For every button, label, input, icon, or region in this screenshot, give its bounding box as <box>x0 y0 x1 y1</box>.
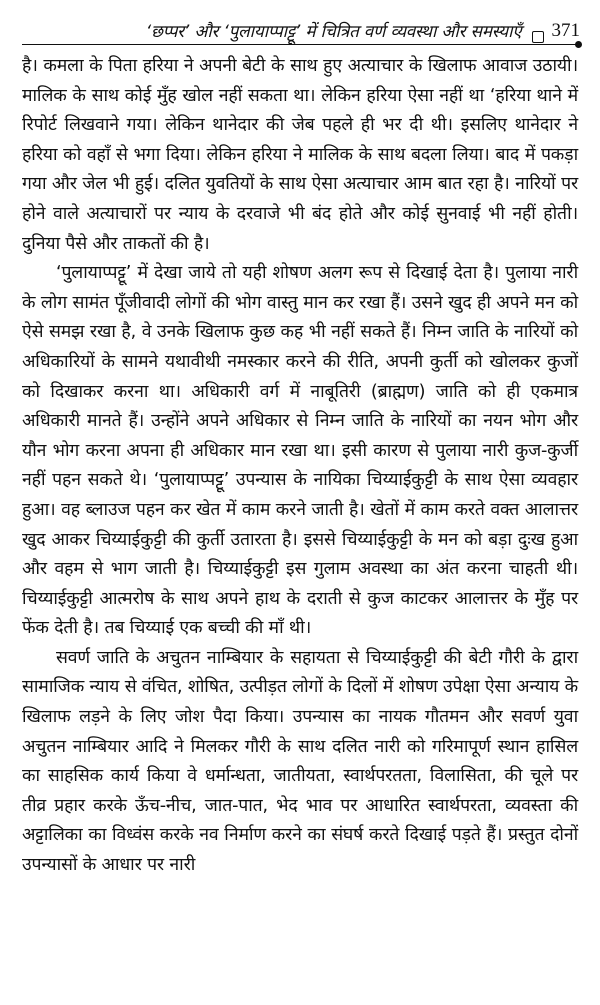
running-title: ‘छप्पर’ और ‘पुलायाप्पाट्टू’ में चित्रित वर्ण व्यवस्था और समस्याएँ <box>145 22 522 42</box>
paragraph-1: है। कमला के पिता हरिया ने अपनी बेटी के साथ हुए अत्याचार के खिलाफ आवाज उठायी। मालिक के साथ कोई मुँह खोल नहीं सकता था। लेकिन हरिया ऐसा नहीं था ‘हरिया थाने में रिपोर्ट लिखवाने गया। लेकिन थानेदार की जेब पहले ही भर दी थी। इसलिए थानेदार ने हरिया को वहाँ से भगा दिया। लेकिन हरिया ने मालिक के साथ बदला लिया। बाद में पकड़ा गया और जेल भी हुई। दलित युवतियों के साथ ऐसा अत्याचार आम बात रहा है। नारियों पर होने वाले अत्याचारों पर न्याय के दरवाजे भी बंद होते और कोई सुनवाई भी नहीं होती। दुनिया पैसे और ताकतों की है। <box>22 56 578 254</box>
paragraph-2: ‘पुलायाप्पट्टू’ में देखा जाये तो यही शोषण अलग रूप से दिखाई देता है। पुलाया नारी के लोग सामंत पूँजीवादी लोगों की भोग वास्तु मान कर रखा हैं। उसने खुद ही अपने मन को ऐसे समझ रखा है, वे उनके खिलाफ कुछ कह भी नहीं सकते हैं। निम्न जाति के नारियों को अधिकारियों के सामने यथावीथी नमस्कार करने की रीति, अपनी कुर्ती को खोलकर कुजों को दिखाकर करना था। अधिकारी वर्ग में नाबूतिरी (ब्राह्मण) जाति को ही एकमात्र अधिकारी मानते हैं। उन्होंने अपने अधिकार से निम्न जाति के नारियों का नयन भोग और यौन भोग करना अपना ही अधिकार मान रखा था। इसी कारण से पुलाया नारी कुज-कुर्जी नहीं पहन सकते थे। ‘पुलायाप्पट्टू’ उपन्यास के नायिका चिय्याईकुट्टी के साथ ऐसा व्यवहार हुआ। वह ब्लाउज पहन कर खेत में काम करने जाती है। खेतों में काम करते वक्त आलात्तर खुद आकर चिय्याईकुट्टी की कुर्ती उतारता है। इससे चिय्याईकुट्टी के मन को बड़ा दुःख हुआ और वहम से भाग जाती है। चिय्याईकुट्टी इस गुलाम अवस्था का अंत करना चाहती थी। चिय्याईकुट्टी आत्मरोष के साथ अपने हाथ के दराती से कुज काटकर आलात्तर के मुँह पर फेंक देती है। तब चिय्याई एक बच्ची की माँ थी। <box>22 263 578 639</box>
header-rule <box>22 44 578 45</box>
paragraph-3: सवर्ण जाति के अचुतन नाम्बियार के सहायता से चिय्याईकुट्टी की बेटी गौरी के द्वारा सामाजिक न्याय से वंचित, शोषित, उत्पीड़त लोगों के दिलों में शोषण उपेक्षा ऐसा अन्याय के खिलाफ लड़ने के लिए जोश पैदा किया। उपन्यास का नायक गौतमन और सवर्ण युवा अचुतन नाम्बियार आदि ने मिलकर गौरी के साथ दलित नारी को गरिमापूर्ण स्थान हासिल का साहसिक कार्य किया वे धर्मान्धता, जातीयता, स्वार्थपरतता, विलासिता, की चूले पर तीव्र प्रहार करके ऊँच-नीच, जात-पात, भेद भाव पर आधारित स्वार्थपरता, व्यवस्ता की अट्टालिका का विध्वंस करके नव निर्माण करने का संघर्ष करते दिखाई पड़ते हैं। प्रस्तुत दोनों उपन्यासों के आधार पर नारी <box>22 647 578 876</box>
page-number: 371 <box>551 20 580 41</box>
page-header <box>22 12 580 42</box>
square-bullet-icon <box>532 31 544 43</box>
body-text <box>22 52 578 881</box>
header-rule-dot <box>575 41 582 48</box>
